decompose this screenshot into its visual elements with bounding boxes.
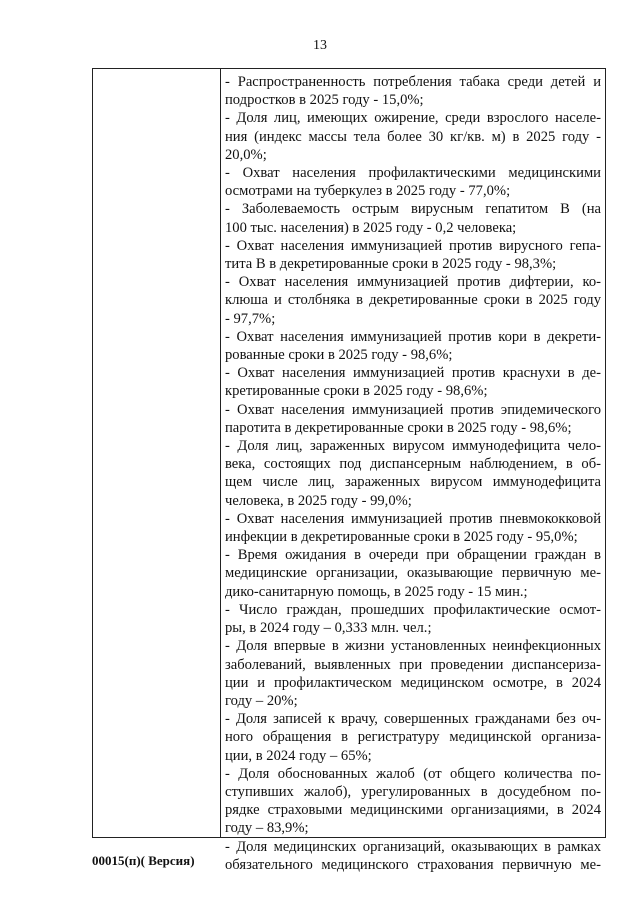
text-line: рованные сроки в 2025 году - 98,6%; [225,347,453,364]
text-line: тита В в декретированные сроки в 2025 году - 98,3%; [225,256,557,273]
text-line: - Охват населения иммунизацией против кори в декрети- [225,328,601,345]
text-line: ния (индекс массы тела более 30 кг/кв. м) в 2025 году - [225,128,601,145]
text-line: ры, в 2024 году – 0,333 млн. чел.; [225,620,432,637]
column-divider [220,69,221,837]
text-line: - Распространенность потребления табака среди детей и [225,74,601,90]
text-line: - Доля лиц, имеющих ожирение, среди взрослого населе- [225,110,601,127]
indicators-cell-text [225,73,601,873]
text-line: - Доля записей к врачу, совершенных гражданами без оч- [225,711,601,728]
text-line: - Охват населения иммунизацией против вирусного гепа- [225,237,601,254]
text-line: клюша и столбняка в декретированные сроки в 2025 году [225,292,601,309]
text-line: медицинские организации, оказывающие первичную ме- [225,565,601,582]
text-line: - Охват населения профилактическими медицинскими [225,165,601,182]
text-line: - Доля обоснованных жалоб (от общего количества по- [225,765,601,782]
text-line: 100 тыс. населения) в 2025 году - 0,2 человека; [225,219,517,236]
text-line: 20,0%; [225,146,267,163]
text-line: дико-санитарную помощь, в 2025 году - 15 мин.; [225,583,528,600]
text-line: паротита в декретированные сроки в 2025 году - 98,6%; [225,419,572,436]
text-line: - Доля впервые в жизни установленных неинфекционных [225,638,601,655]
text-line: ции и профилактическом медицинском осмотре, в 2024 [225,674,601,691]
text-line: века, состоящих под диспансерным наблюдением, в об- [225,456,601,473]
text-line: рядке страховыми медицинскими организациями, в 2024 [225,802,601,819]
text-line: человека, в 2025 году - 99,0%; [225,492,412,509]
text-line: обязательного медицинского страхования первичную ме- [225,856,601,873]
page-number: 13 [313,38,327,53]
text-line: - Охват населения иммунизацией против краснухи в де- [225,365,601,382]
text-line: - Охват населения иммунизацией против пневмококковой [225,510,601,527]
text-line: - Число граждан, прошедших профилактические осмот- [225,601,601,618]
text-line: - Охват населения иммунизацией против эпидемического [225,401,601,418]
text-line: заболеваний, выявленных при проведении диспансеризa- [225,656,601,673]
document-footer: 00015(п)( Версия) [92,853,195,868]
text-line: ступивших жалоб), урегулированных в досудебном по- [225,783,601,800]
text-line: - Заболеваемость острым вирусным гепатитом В (на [225,201,601,218]
text-line: - Время ожидания в очереди при обращении граждан в [225,547,601,564]
text-line: году – 83,9%; [225,820,309,837]
text-line: - Доля лиц, зараженных вирусом иммунодефицита чело- [225,438,601,455]
text-line: подростков в 2025 году - 15,0%; [225,92,424,109]
text-line: щем числе лиц, зараженных вирусом иммунодефицита [225,474,601,491]
text-line: - 97,7%; [225,310,276,327]
text-line: инфекции в декретированные сроки в 2025 году - 95,0%; [225,529,578,546]
text-line: кретированные сроки в 2025 году - 98,6%; [225,383,488,400]
text-line: осмотрами на туберкулез в 2025 году - 77,0%; [225,183,511,200]
text-line: году – 20%; [225,692,298,709]
text-line: ции, в 2024 году – 65%; [225,747,372,764]
text-line: ного обращения в регистратуру медицинской организа- [225,729,601,746]
text-line: - Охват населения иммунизацией против дифтерии, ко- [225,274,601,291]
text-line: - Доля медицинских организаций, оказывающих в рамках [225,838,601,855]
